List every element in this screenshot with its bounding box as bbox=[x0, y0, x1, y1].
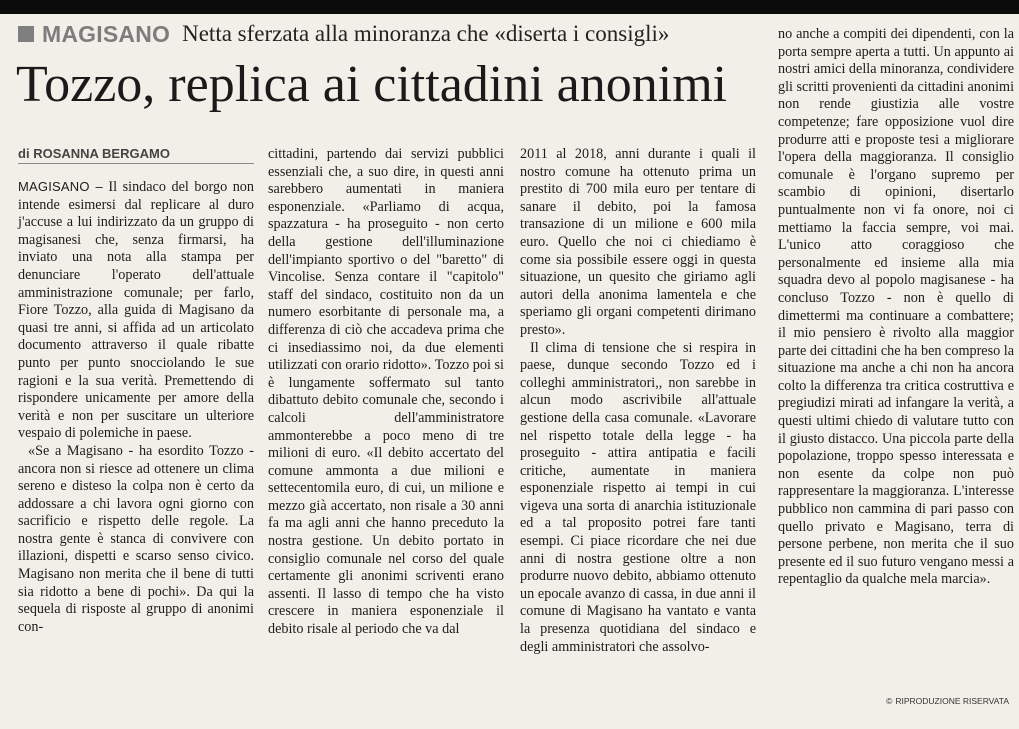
paragraph: cittadini, partendo dai servizi pubblici essenziali che, a suo dire, in questi anni sarebbero aumentati in maniera esponenziale. «Parliamo di acqua, spazzatura - ha proseguito - non certo della gestione dell'illuminazione dell'impianto sportivo o del "baretto" di Vincolise. Senza contare il "capitolo" staff del sindaco, costituito non da un numero esorbitante di personale ma, a differenza di ciò che accadeva prima che ci insediassimo noi, da due elementi utilizzati con orario ridotto». Tozzo poi si è lungamente soffermato sul tanto dibattuto debito comunale che, secondo i calcoli dell'amministratore ammonterebbe a poco meno di tre milioni di euro. «Il debito accertato del comune ammonta a due milioni e settecentomila euro, di cui, un milione e mezzo già accertato, non risale a 30 anni fa ma agli anni che hanno preceduto la nostra gestione. Un debito portato in consiglio comunale nel corso del quale certamente gli anonimi scriventi erano assenti. Il lasso di tempo che ha visto crescere in maniera esponenziale il debito risale al periodo che va dal bbox=[268, 146, 504, 638]
copyright-icon: © bbox=[886, 696, 893, 706]
headline: Tozzo, replica ai cittadini anonimi bbox=[16, 56, 728, 113]
paragraph: «Se a Magisano - ha esordito Tozzo - ancora non si riesce ad ottenere un clima sereno e disteso la colpa non è certo da addossare a chi lavora ogni giorno con sacrificio e rispetto delle regole. La nostra gente è stanca di convivere con illazioni, dispetti e scarso senso civico. Magisano non merita che il bene di tutti sia ridotto a bene di pochi». Da qui la sequela di risposte al gruppo di anonimi con- bbox=[18, 442, 254, 635]
copyright-text: RIPRODUZIONE RISERVATA bbox=[895, 696, 1009, 706]
paragraph: no anche a compiti dei dipendenti, con la porta sempre aperta a tutti. Un appunto ai nostri amici della minoranza, condividere gli scritti provenienti da cittadini anonimi non rende giustizia alle vostre competenze; fare opposizione vuol dire produrre atti e proposte tesi a migliorare l'opera della maggioranza. Il consiglio comunale è l'organo supremo per scambio di opinioni, disertarlo puntualmente non vi fa onore, noi ci mettiamo la faccia sempre, voi mai. L'unico atto coraggioso che personalmente ed insieme alla mia squadra devo al popolo magisanese - ha concluso Tozzo - non è quello di dimettermi ma continuare a combattere; il mio pensiero è rivolto alla maggior parte dei cittadini che ha ben compreso la situazione ma anche a chi non ha ancora colto la differenza tra critica costruttiva e pregiudizi mirati ad infangare la verità, a questi ultimi chiedo di valutare tutto con il giusto distacco. Una piccola parte della popolazione, troppo spesso interessata e non esente da colpe non può rappresentare la maggioranza. L'interesse pubblico non cammina di pari passo con quello privato e Magisano, terra di persone perbene, non merita che il suo presente ed il suo futuro vengano messi a repentaglio da qualche mela marcia». bbox=[778, 26, 1015, 588]
article-column-1 bbox=[18, 178, 254, 636]
section-label: MAGISANO bbox=[42, 20, 171, 47]
top-black-bar bbox=[0, 0, 1019, 14]
paragraph-text: Il sindaco del borgo non intende esimersi dal replicare al duro j'accuse a lui indirizzato da un gruppo di magisanesi che, senza firmarsi, ha inviato una nota alla stampa per denunciare l'operato dell'attuale amministrazione comunale; per farlo, Fiore Tozzo, alla guida di Magisano da quasi tre anni, si affida ad un articolato documento attraverso il quale ribatte punto per punto snocciolando le sue ragioni e la sua verità. Premettendo di rispondere unicamente per amore della verità e non per suscitare un ulteriore vespaio di polemiche in paese. bbox=[18, 179, 254, 442]
subheadline: Netta sferzata alla minoranza che «diserta i consigli» bbox=[182, 21, 670, 46]
copyright-notice bbox=[886, 696, 1009, 706]
paragraph bbox=[18, 178, 254, 443]
section-square-icon bbox=[18, 26, 34, 42]
paragraph: 2011 al 2018, anni durante i quali il nostro comune ha ottenuto prima un prestito di 700 mila euro per tentare di sanare il debito, poi la famosa transazione di un milione e 600 mila euro. Quello che noi ci chiediamo è come sia possibile essere oggi in questa situazione, un quesito che giriamo agli autori della anonima lamentela e che speriamo gli organi competenti dirimano presto». bbox=[520, 146, 756, 338]
byline-author: ROSANNA BERGAMO bbox=[33, 146, 170, 161]
byline-prefix: di bbox=[18, 146, 30, 161]
dateline: MAGISANO – bbox=[18, 179, 103, 194]
article-column-3 bbox=[520, 146, 756, 656]
paragraph: Il clima di tensione che si respira in paese, dunque secondo Tozzo ed i colleghi amministratori,, non sarebbe in alcun modo ascrivibile all'attuale gestione della casa comunale. «Lavorare nel rispetto totale della legge - ha proseguito - attira antipatia e facili critiche, aumentate in maniera esponenziale rispetto ai tempi in cui vigeva una sorta di anarchia istituzionale ed a tal proposito potrei fare tanti esempi. Ci piace ricordare che nei due anni di nostra gestione oltre a non produrre nuovo debito, abbiamo ottenuto un epocale avanzo di cassa, in due anni il comune di Magisano ha vantato e vanta la presenza quotidiana del sindaco e degli amministratori che assolvo- bbox=[520, 339, 756, 655]
kicker bbox=[18, 17, 669, 51]
byline bbox=[18, 146, 254, 164]
article-column-2 bbox=[268, 146, 504, 639]
article-column-4 bbox=[778, 26, 1014, 589]
